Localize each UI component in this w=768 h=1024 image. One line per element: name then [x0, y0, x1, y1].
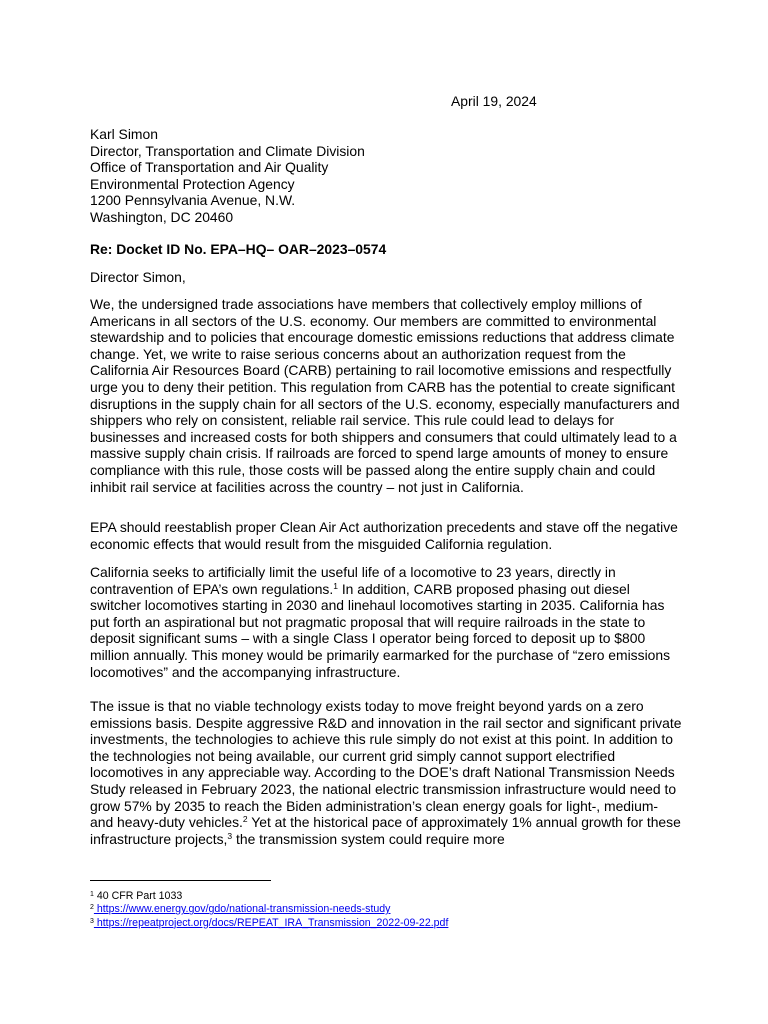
re-line: Re: Docket ID No. EPA–HQ– OAR–2023–0574	[90, 241, 387, 257]
paragraph-3-text-a: California seeks to artificially limit the useful life of a locomotive to 23 years, directly in contravention of EPA’s own regulations.	[90, 564, 616, 597]
paragraph-4-text-c: the transmission system could require more	[232, 830, 505, 847]
footnote-2-number: 2	[90, 904, 94, 912]
paragraph-4-text-a: The issue is that no viable technology exists today to move freight beyond yards on a zero emissions basis. Despite aggressive R&D and innovation in the rail sector and significant private investments, the technologies to achieve this rule simply do not exist at this point. In addition to the technologies not being available, our current grid simply cannot support electrified locomotives in any appreciable way. According to the DOE’s draft National Transmission Needs Study released in February 2023, the national electric transmission infrastructure would need to grow 57% by 2035 to reach the Biden administration’s clean energy goals for light-, medium- and heavy-duty vehicles.	[90, 698, 682, 831]
paragraph-4	[90, 698, 682, 847]
footnote-1-text: 40 CFR Part 1033	[93, 890, 183, 902]
recipient-agency: Environmental Protection Agency	[90, 175, 295, 192]
footnotes	[90, 890, 448, 930]
recipient-street: 1200 Pennsylvania Avenue, N.W.	[90, 192, 296, 209]
paragraph-2: EPA should reestablish proper Clean Air Act authorization precedents and stave off the negative economic effects that would result from the misguided California regulation.	[90, 519, 678, 552]
footnote-ref-1[interactable]: 1	[333, 580, 338, 591]
footnote-ref-2[interactable]: 2	[242, 814, 248, 825]
footnote-3-number: 3	[90, 917, 94, 925]
letter-date: April 19, 2024	[451, 93, 537, 109]
footnote-3	[90, 917, 448, 930]
paragraph-1: We, the undersigned trade associations have members that collectively employ millions of Americans in all sectors of the U.S. economy. Our members are committed to environmental stewardship and to policies that encourage domestic emissions reductions that address climate change. Yet, we write to raise serious concerns about an authorization request from the California Air Resources Board (CARB) pertaining to rail locomotive emissions and respectfully urge you to deny their petition. This regulation from CARB has the potential to create significant disruptions in the supply chain for all sectors of the U.S. economy, especially manufacturers and shippers who rely on consistent, reliable rail service. This rule could lead to delays for businesses and increased costs for both shippers and consumers that could ultimately lead to a massive supply chain crisis. If railroads are forced to spend large amounts of money to ensure compliance with this rule, those costs will be passed along the entire supply chain and could inhibit rail service at facilities across the country – not just in California.	[90, 296, 680, 495]
recipient-name: Karl Simon	[90, 126, 158, 142]
footnote-2	[90, 903, 448, 916]
footnote-3-link[interactable]: https://repeatproject.org/docs/REPEAT_IRA_Transmission_2022-09-22.pdf	[93, 916, 449, 929]
footnote-2-link[interactable]: https://www.energy.gov/gdo/national-transmission-needs-study	[93, 903, 391, 916]
footnote-divider	[90, 880, 271, 881]
footnote-1-number: 1	[90, 891, 94, 898]
recipient-title: Director, Transportation and Climate Division	[90, 142, 365, 159]
recipient-office: Office of Transportation and Air Quality	[90, 159, 329, 176]
salutation: Director Simon,	[90, 269, 186, 285]
paragraph-4-text-b: Yet at the historical pace of approximately 1% annual growth for these infrastructure projects,	[90, 814, 681, 847]
recipient-city: Washington, DC 20460	[90, 208, 234, 225]
recipient-address	[90, 126, 690, 226]
footnote-1	[90, 890, 448, 903]
paragraph-3	[90, 564, 682, 680]
paragraph-3-text-b: In addition, CARB proposed phasing out diesel switcher locomotives starting in 2030 and linehaul locomotives starting in 2035. California has put forth an aspirational but not pragmatic proposal that will require railroads in the state to deposit significant sums – with a single Class I operator being forced to deposit up to $800 million annually. This money would be primarily earmarked for the purchase of “zero emissions locomotives” and the accompanying infrastructure.	[90, 580, 671, 680]
footnote-ref-3[interactable]: 3	[227, 830, 233, 841]
